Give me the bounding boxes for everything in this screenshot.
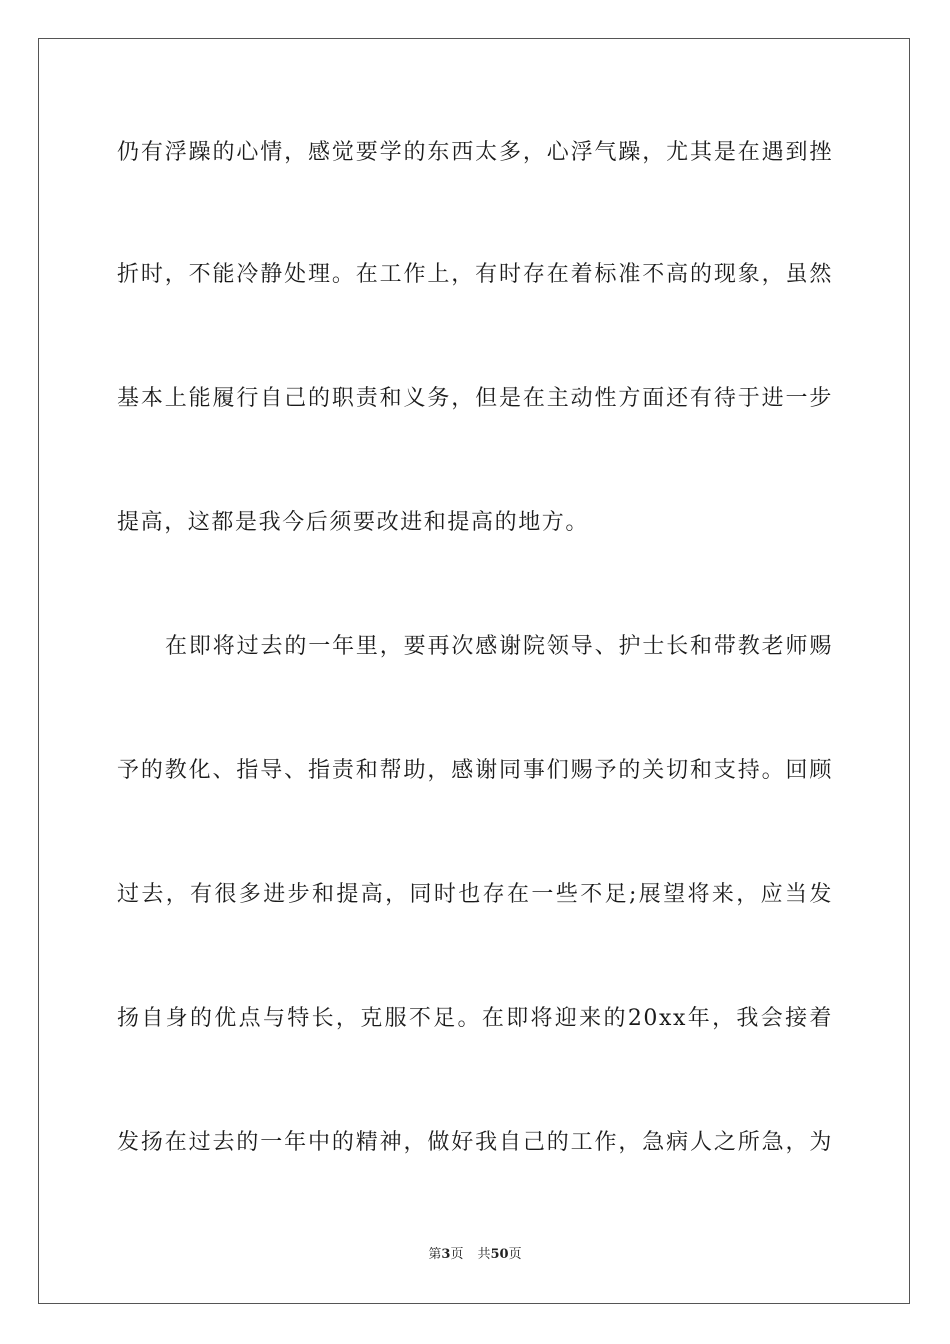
body-text-line: 基本上能履行自己的职责和义务，但是在主动性方面还有待于进一步 bbox=[117, 386, 833, 411]
body-text-line: 扬自身的优点与特长，克服不足。在即将迎来的20xx年，我会接着 bbox=[117, 1006, 833, 1031]
paragraph-first-line: 在即将过去的一年里，要再次感谢院领导、护士长和带教老师赐 bbox=[165, 634, 833, 659]
page-prefix: 第 bbox=[428, 1247, 442, 1262]
total-pages-number: 50 bbox=[490, 1247, 509, 1262]
page-footer bbox=[0, 1246, 950, 1264]
page-suffix: 页 bbox=[450, 1247, 464, 1262]
body-text-line: 发扬在过去的一年中的精神，做好我自己的工作，急病人之所急，为 bbox=[117, 1130, 833, 1155]
body-text-line: 提高，这都是我今后须要改进和提高的地方。 bbox=[117, 510, 590, 535]
body-text-line: 予的教化、指导、指责和帮助，感谢同事们赐予的关切和支持。回顾 bbox=[117, 758, 833, 783]
body-text-line: 过去，有很多进步和提高，同时也存在一些不足;展望将来，应当发 bbox=[117, 882, 833, 907]
body-text-line: 折时，不能冷静处理。在工作上，有时存在着标准不高的现象，虽然 bbox=[117, 262, 833, 287]
body-text-line: 仍有浮躁的心情，感觉要学的东西太多，心浮气躁，尤其是在遇到挫 bbox=[117, 140, 833, 165]
total-suffix: 页 bbox=[508, 1247, 522, 1262]
current-page-number: 3 bbox=[441, 1247, 451, 1262]
page-border bbox=[38, 38, 910, 1304]
total-prefix: 共 bbox=[477, 1247, 491, 1262]
